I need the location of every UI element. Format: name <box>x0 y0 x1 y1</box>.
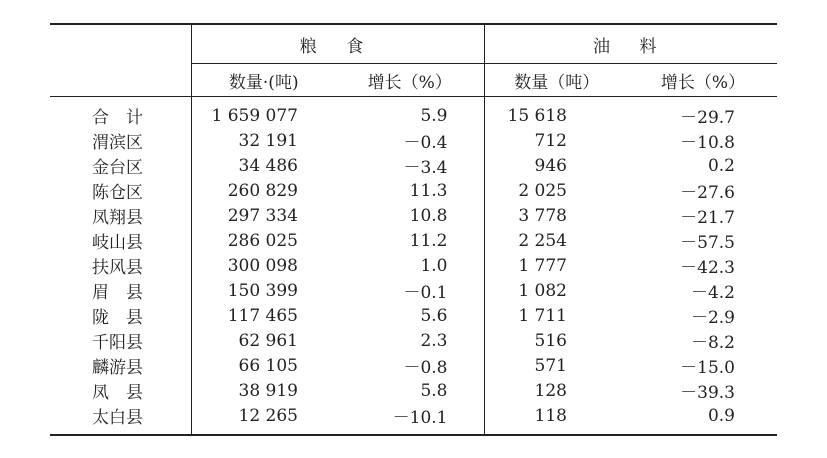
oil-growth-header: 增长（%） <box>629 64 777 97</box>
oil-growth-cell: －39.3 <box>680 383 735 403</box>
grain-group-header: 粮 食 <box>191 24 484 64</box>
grain-growth-cell: 5.9 <box>336 97 484 129</box>
oil-growth-cell: －42.3 <box>680 258 735 278</box>
table-body <box>50 97 777 436</box>
region-cell: 扶风县 <box>50 253 191 278</box>
table-row <box>50 228 777 253</box>
grain-growth-cell: 5.8 <box>336 378 484 403</box>
region-cell: 渭滨区 <box>50 128 191 153</box>
grain-amount-cell: 38 919 <box>238 380 298 401</box>
statistics-table <box>50 23 777 436</box>
grain-growth-cell: －0.1 <box>336 278 484 303</box>
oil-amount-cell: 2 254 <box>518 230 567 251</box>
group-header-row <box>50 24 777 64</box>
grain-growth-cell: －0.4 <box>336 128 484 153</box>
oil-growth-cell: －29.7 <box>680 108 735 128</box>
grain-amount-cell: 286 025 <box>227 230 298 251</box>
grain-amount-cell: 1 659 077 <box>211 105 298 126</box>
oil-amount-cell: 128 <box>534 380 567 401</box>
region-cell: 凤翔县 <box>50 203 191 228</box>
oil-growth-cell: －57.5 <box>680 233 735 253</box>
region-cell: 麟游县 <box>50 353 191 378</box>
region-cell: 陇 县 <box>50 303 191 328</box>
oil-group-header: 油 料 <box>484 24 777 64</box>
table-row <box>50 328 777 353</box>
region-cell: 陈仓区 <box>50 178 191 203</box>
oil-amount-cell: 3 778 <box>518 205 567 226</box>
table-row <box>50 303 777 328</box>
oil-growth-cell: 0.2 <box>707 155 735 176</box>
table-row <box>50 97 777 129</box>
oil-amount-cell: 1 711 <box>518 305 567 326</box>
table-row <box>50 378 777 403</box>
grain-growth-header: 增长（%） <box>336 64 484 97</box>
table-row <box>50 178 777 203</box>
grain-amount-cell: 12 265 <box>191 403 336 435</box>
table-row <box>50 403 777 435</box>
oil-amount-cell: 118 <box>484 403 629 435</box>
grain-amount-header: 数量·(吨) <box>191 64 336 97</box>
grain-amount-cell: 260 829 <box>227 180 298 201</box>
stub-header <box>50 24 191 97</box>
oil-growth-cell: －10.8 <box>680 133 735 153</box>
grain-amount-cell: 300 098 <box>227 255 298 276</box>
grain-growth-cell: 10.8 <box>336 203 484 228</box>
grain-growth-cell: －0.8 <box>336 353 484 378</box>
grain-growth-cell: 11.2 <box>336 228 484 253</box>
region-cell: 凤 县 <box>50 378 191 403</box>
oil-amount-cell: 15 618 <box>507 105 567 126</box>
region-cell: 金台区 <box>50 153 191 178</box>
grain-growth-cell: 11.3 <box>336 178 484 203</box>
oil-amount-cell: 712 <box>534 130 567 151</box>
oil-growth-cell: －8.2 <box>690 333 735 353</box>
grain-amount-cell: 117 465 <box>227 305 298 326</box>
oil-growth-cell: －27.6 <box>680 183 735 203</box>
grain-amount-cell: 62 961 <box>238 330 298 351</box>
table-row <box>50 278 777 303</box>
region-cell: 太白县 <box>50 403 191 435</box>
grain-growth-cell: －3.4 <box>336 153 484 178</box>
oil-amount-cell: 1 777 <box>518 255 567 276</box>
oil-growth-cell: －2.9 <box>690 308 735 328</box>
region-cell: 千阳县 <box>50 328 191 353</box>
oil-growth-cell: －4.2 <box>690 283 735 303</box>
table-row <box>50 203 777 228</box>
oil-amount-header: 数量（吨） <box>484 64 629 97</box>
grain-growth-cell: 5.6 <box>336 303 484 328</box>
oil-amount-cell: 1 082 <box>518 280 567 301</box>
grain-amount-cell: 150 399 <box>227 280 298 301</box>
oil-amount-cell: 946 <box>534 155 567 176</box>
grain-amount-cell: 66 105 <box>238 355 298 376</box>
grain-growth-cell: 2.3 <box>336 328 484 353</box>
oil-growth-cell: 0.9 <box>629 403 777 435</box>
table-row <box>50 128 777 153</box>
oil-growth-cell: －15.0 <box>680 358 735 378</box>
table-row <box>50 253 777 278</box>
grain-growth-cell: －10.1 <box>336 403 484 435</box>
grain-growth-cell: 1.0 <box>336 253 484 278</box>
region-cell: 眉 县 <box>50 278 191 303</box>
table-row <box>50 153 777 178</box>
region-cell: 合 计 <box>50 97 191 129</box>
oil-growth-cell: －21.7 <box>680 208 735 228</box>
oil-amount-cell: 571 <box>534 355 567 376</box>
oil-amount-cell: 2 025 <box>518 180 567 201</box>
grain-amount-cell: 34 486 <box>238 155 298 176</box>
oil-amount-cell: 516 <box>534 330 567 351</box>
grain-amount-cell: 32 191 <box>238 130 298 151</box>
grain-amount-cell: 297 334 <box>227 205 298 226</box>
region-cell: 岐山县 <box>50 228 191 253</box>
table-row <box>50 353 777 378</box>
